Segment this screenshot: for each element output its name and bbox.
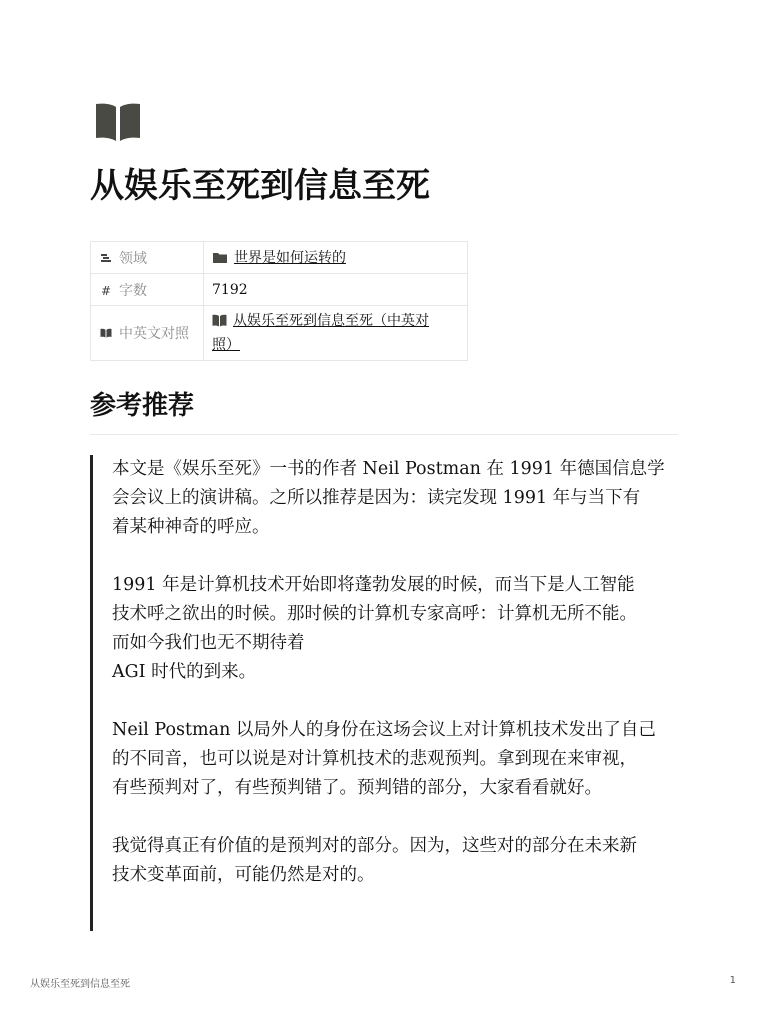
quote-paragraph-3: Neil Postman 以局外人的身份在这场会议上对计算机技术发出了自己 的不同音，也可以说是对计算机技术的悲观预判。拿到现在来审视， 有些预判对了，有些预判错了。预判错的部分，大家看看就好。 [112,720,656,798]
layers-icon [99,252,113,266]
section-divider [90,434,678,435]
quote-paragraph-2: 1991 年是计算机技术开始即将蓬勃发展的时候，而当下是人工智能 技术呼之欲出的时候。那时候的计算机专家高呼：计算机无所不能。 而如今我们也无不期待着 AGI 时代的到来。 [112,575,637,682]
book-icon [212,312,227,334]
quote-paragraph-1: 本文是《娱乐至死》一书的作者 Neil Postman 在 1991 年德国信息学 会会议上的演讲稿。之所以推荐是因为：读完发现 1991 年与当下有 着某种神奇的呼应。 [112,459,665,537]
page-title: 从娱乐至死到信息至死 [90,166,430,206]
footer-title: 从娱乐至死到信息至死 [30,979,130,990]
book-icon [99,327,113,341]
bilingual-link-continued[interactable]: 照） [212,337,240,353]
property-key: 字数 [119,282,147,299]
property-key: 领域 [119,250,147,267]
property-row-wordcount [91,274,468,306]
bilingual-link[interactable]: 从娱乐至死到信息至死（中英对 [233,313,429,329]
property-row-domain [91,242,468,274]
hash-icon: # [100,283,112,298]
domain-link[interactable]: 世界是如何运转的 [234,250,346,266]
section-heading: 参考推荐 [90,391,195,421]
quote-paragraph-4: 我觉得真正有价值的是预判对的部分。因为，这些对的部分在未来新 技术变革面前，可能仍然是对的。 [112,836,637,885]
property-row-bilingual [91,306,468,361]
folder-icon [212,251,228,268]
property-key: 中英文对照 [119,326,189,342]
footer-page-number: 1 [729,975,736,986]
properties-table [90,241,468,361]
open-book-icon [94,102,142,142]
blockquote [90,455,678,931]
wordcount-value: 7192 [204,274,468,306]
